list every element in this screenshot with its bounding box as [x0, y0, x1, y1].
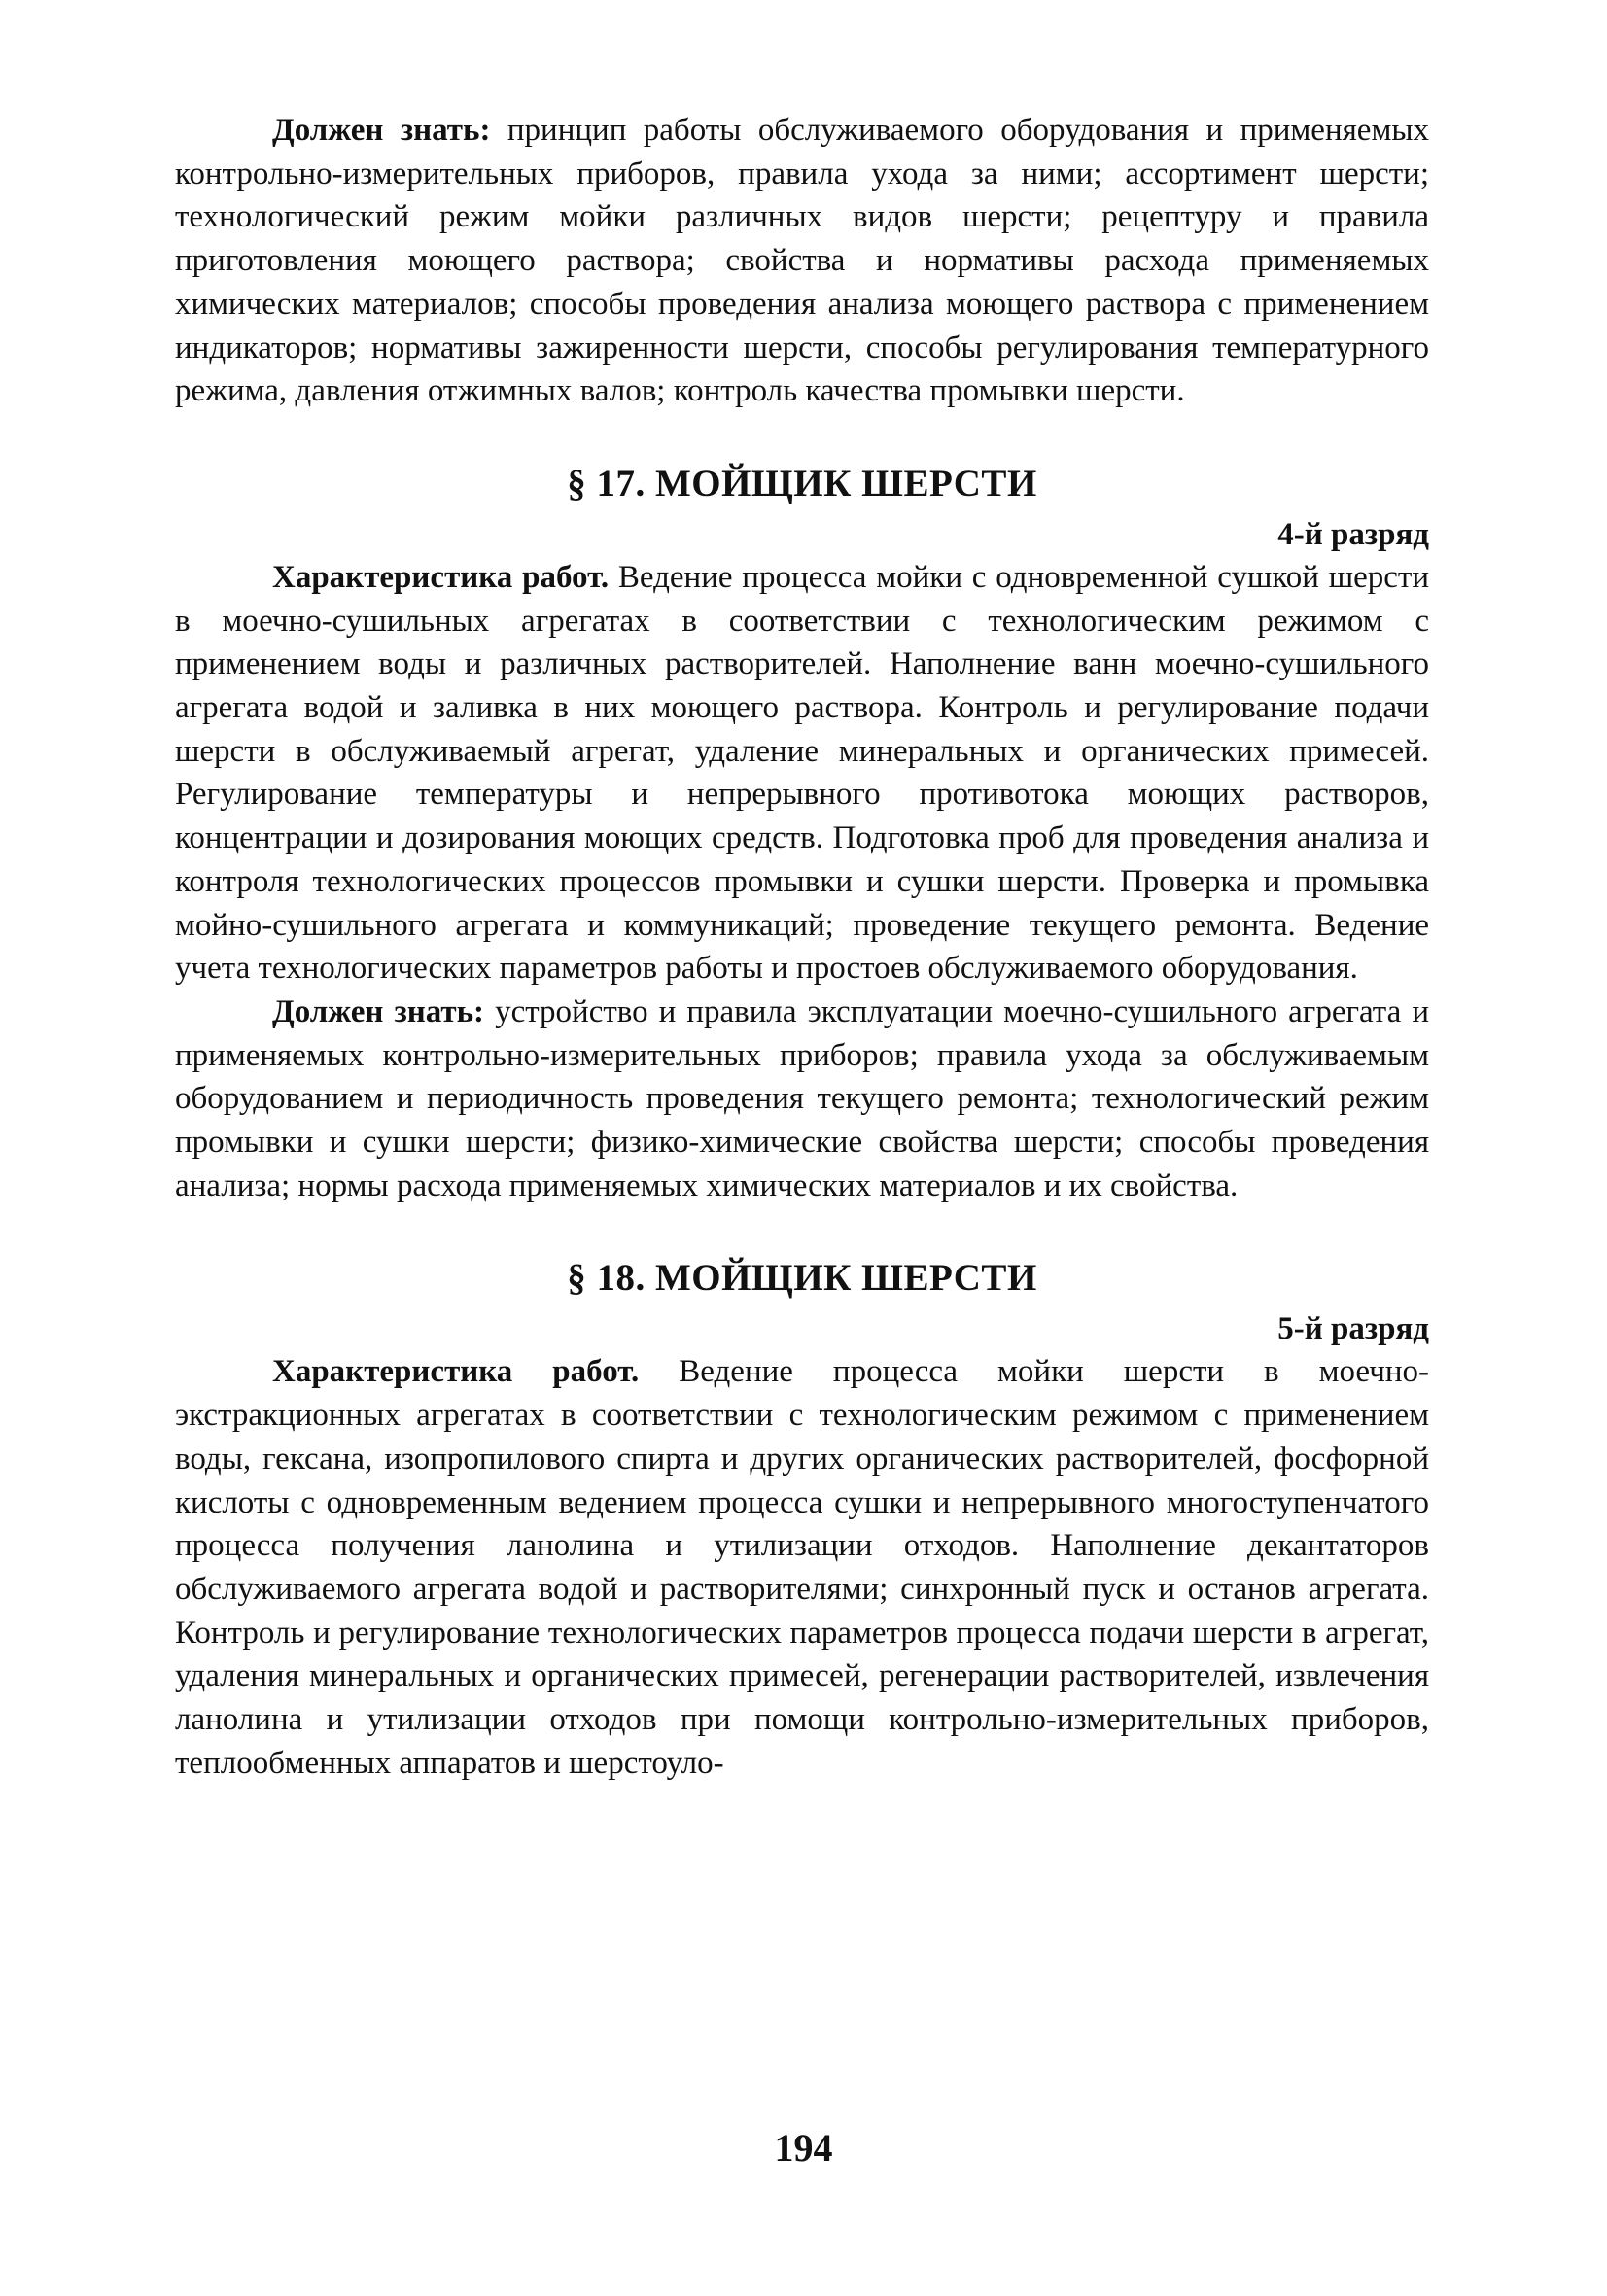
- page-number: 194: [774, 2126, 833, 2170]
- document-page: [175, 109, 1429, 2189]
- section-17-knowledge: [175, 991, 1429, 1208]
- intro-paragraph: [175, 109, 1429, 413]
- section-17-heading: § 17. МОЙЩИК ШЕРСТИ: [567, 462, 1037, 504]
- section-17-grade: 4-й разряд: [1277, 516, 1429, 552]
- section-17-characteristics: [175, 556, 1429, 991]
- section-17-know-text: устройство и правила эксплуатации моечно-сушильного агрегата и применяемых контрольно-измерительных приборов; правила ухода за обслуживаемым оборудованием и периодичность проведения текущего ремонта; технологический режим промывки и сушки шерсти; физико-химические свойства шерсти; способы проведения анализа; нормы расхода применяемых химических материалов и их свойства.: [175, 993, 1429, 1203]
- section-17-char-lead: Характеристика работ.: [272, 559, 610, 595]
- section-18-char-text: Ведение процесса мойки шерсти в моечно-экстракционных агрегатах в соответствии с технологическим режимом с применением воды, гексана, изопропилового спирта и других органических растворителей, фосфорной кислоты с одновременным ведением процесса сушки и непрерывного многоступенчатого процесса получения ланолина и утилизации отходов. Наполнение декантаторов обслуживаемого агрегата водой и растворителями; синхронный пуск и останов агрегата. Контроль и регулирование технологических параметров процесса подачи шерсти в агрегат, удаления минеральных и органических примесей, регенерации растворителей, извлечения ланолина и утилизации отходов при помощи контрольно-измерительных приборов, теплообменных аппаратов и шерстоуло-: [175, 1354, 1429, 1781]
- section-18-grade: 5-й разряд: [1277, 1311, 1429, 1347]
- section-18-char-lead: Характеристика работ.: [272, 1354, 640, 1390]
- section-17-char-text: Ведение процесса мойки с одновременной сушкой шерсти в моечно-сушильных агрегатах в соответствии с технологическим режимом с применением воды и различных растворителей. Наполнение ванн моечно-сушильного агрегата водой и заливка в них моющего раствора. Контроль и регулирование подачи шерсти в обслуживаемый агрегат, удаление минеральных и органических примесей. Регулирование температуры и непрерывного противотока моющих растворов, концентрации и дозирования моющих средств. Подготовка проб для проведения анализа и контроля технологических процессов промывки и сушки шерсти. Проверка и промывка мойно-сушильного агрегата и коммуникаций; проведение текущего ремонта. Ведение учета технологических параметров работы и простоев обслуживаемого оборудования.: [175, 559, 1429, 987]
- section-18-heading: § 18. МОЙЩИК ШЕРСТИ: [567, 1257, 1037, 1300]
- section-18-characteristics: [175, 1350, 1429, 1785]
- intro-lead: Должен знать:: [272, 113, 491, 148]
- intro-text: принцип работы обслуживаемого оборудования и применяемых контрольно-измерительных приборов, правила ухода за ними; ассортимент шерсти; технологический режим мойки различных видов шерсти; рецептуру и правила приготовления моющего раствора; свойства и нормативы расхода применяемых химических материалов; способы проведения анализа моющего раствора с применением индикаторов; нормативы зажиренности шерсти, способы регулирования температурного режима, давления отжимных валов; контроль качества промывки шерсти.: [175, 113, 1429, 409]
- section-17-know-lead: Должен знать:: [272, 993, 485, 1029]
